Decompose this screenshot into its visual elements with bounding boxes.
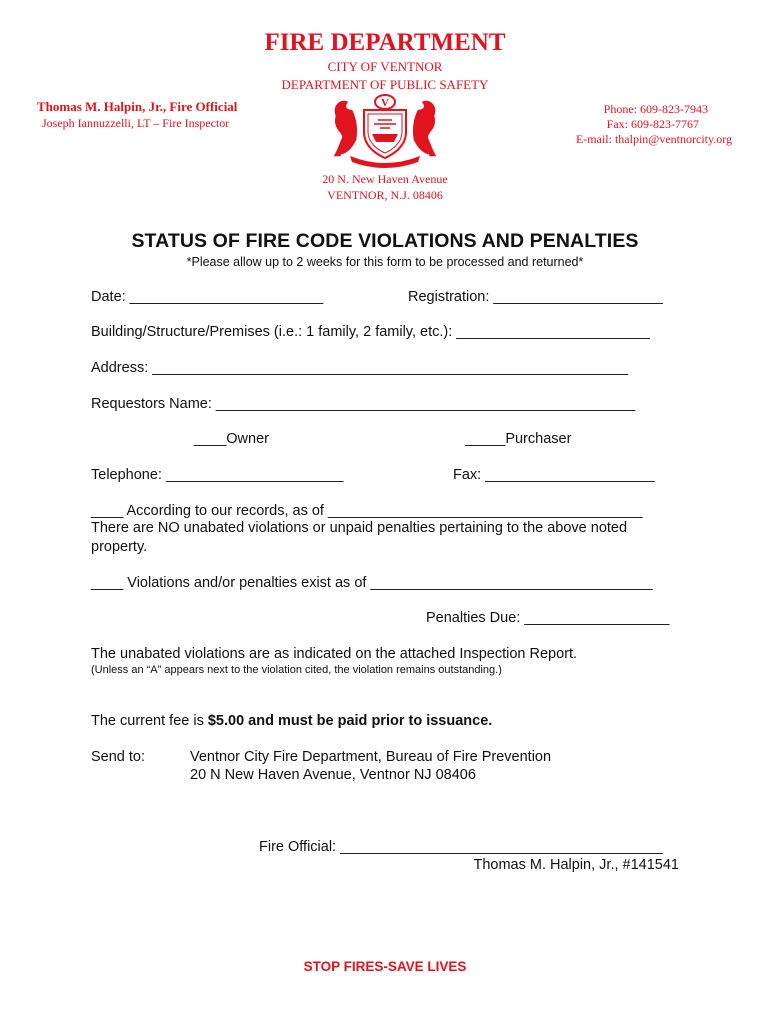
fee-amount: $5.00 and must be paid prior to issuance. [207, 713, 493, 729]
department-title: FIRE DEPARTMENT [264, 29, 506, 56]
processing-note: *Please allow up to 2 weeks for this form to be processed and returned* [186, 255, 584, 269]
address-field[interactable]: Address: ___________________________________________________________ [91, 360, 629, 376]
send-to-line2: 20 N New Haven Avenue, Ventnor NJ 08406 [190, 767, 476, 783]
unabated-violations-text: The unabated violations are as indicated on the attached Inspection Report. [91, 646, 578, 662]
no-violations-text-cont: property. [91, 539, 148, 555]
no-violations-text: There are NO unabated violations or unpaid penalties pertaining to the above noted [91, 520, 628, 536]
violations-exist-field[interactable]: ____ Violations and/or penalties exist as of ___________________________________ [91, 575, 653, 591]
fax-field[interactable]: Fax: _____________________ [453, 467, 655, 483]
unabated-violations-note: (Unless an “A” appears next to the violation cited, the violation remains outstanding.) [91, 664, 502, 676]
building-type-field[interactable]: Building/Structure/Premises (i.e.: 1 family, 2 family, etc.): ________________________ [91, 324, 650, 340]
purchaser-option[interactable]: _____Purchaser [465, 431, 572, 447]
date-field[interactable]: Date: ________________________ [91, 289, 324, 305]
requestor-name-field[interactable]: Requestors Name: ____________________________________________________ [91, 396, 636, 412]
send-to-label: Send to: [91, 749, 146, 765]
city-name: CITY OF VENTNOR [327, 59, 443, 74]
footer-slogan: STOP FIRES-SAVE LIVES [303, 959, 467, 974]
records-date-field[interactable]: ____ According to our records, as of _______________________________________ [91, 503, 643, 519]
penalties-due-field[interactable]: Penalties Due: __________________ [426, 610, 670, 626]
send-to-line1: Ventnor City Fire Department, Bureau of Fire Prevention [190, 749, 552, 765]
department-name: DEPARTMENT OF PUBLIC SAFETY [281, 77, 489, 92]
seal-letter: V [381, 97, 389, 109]
fee-statement [91, 713, 492, 729]
registration-field[interactable]: Registration: _____________________ [408, 289, 663, 305]
email-address: E-mail: thalpin@ventnorcity.org [575, 132, 732, 146]
fire-official-name: Thomas M. Halpin, Jr., Fire Official [37, 99, 238, 114]
fire-official-signature-field[interactable]: Fire Official: ________________________________________ [259, 839, 663, 855]
owner-option[interactable]: ____Owner [194, 431, 269, 447]
city-seal-icon [330, 94, 440, 168]
fee-prefix: The current fee is [91, 713, 208, 729]
fax-number: Fax: 609-823-7767 [606, 117, 699, 131]
signature-name: Thomas M. Halpin, Jr., #141541 [473, 857, 679, 873]
address-street: 20 N. New Haven Avenue [322, 172, 448, 186]
phone-number: Phone: 609-823-7943 [603, 102, 708, 116]
fire-inspector-name: Joseph Iannuzzelli, LT – Fire Inspector [42, 116, 230, 130]
address-city: VENTNOR, N.J. 08406 [327, 188, 443, 202]
form-title: STATUS OF FIRE CODE VIOLATIONS AND PENALTIES [131, 230, 639, 252]
telephone-field[interactable]: Telephone: ______________________ [91, 467, 344, 483]
